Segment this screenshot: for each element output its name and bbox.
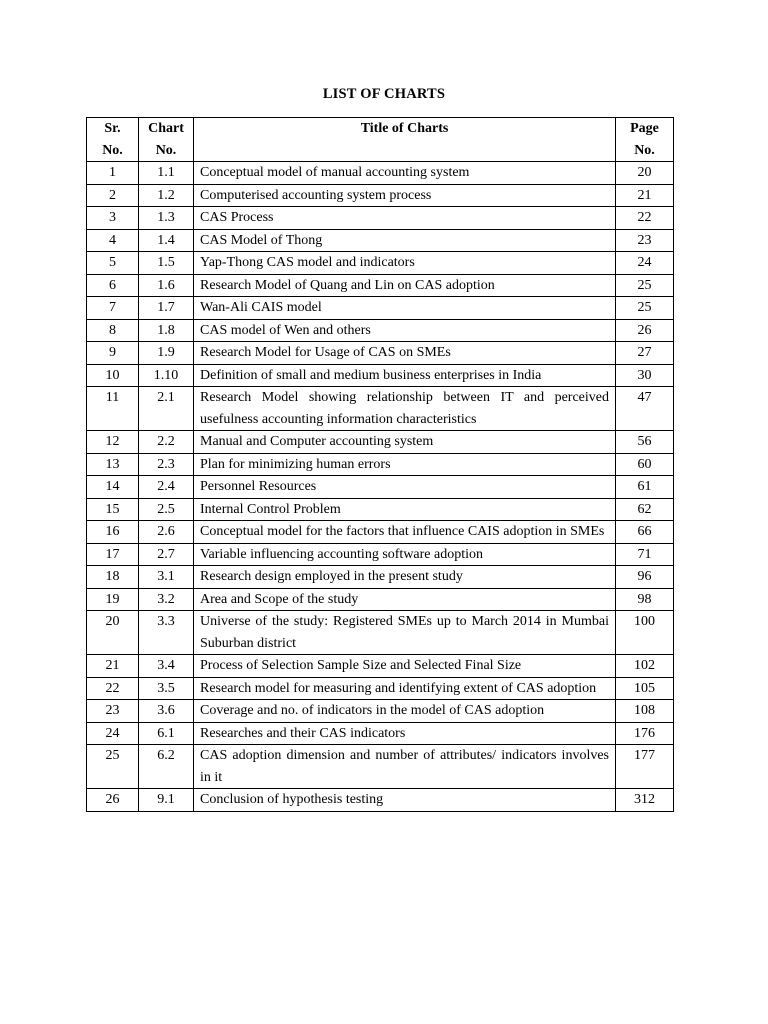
cell-page-no: 24 — [616, 252, 674, 275]
cell-chart-title: Definition of small and medium business enterprises in India — [194, 364, 616, 387]
cell-sr-no: 24 — [87, 722, 139, 745]
cell-page-no: 22 — [616, 207, 674, 230]
cell-page-no: 25 — [616, 274, 674, 297]
cell-page-no: 177 — [616, 745, 674, 789]
cell-page-no: 71 — [616, 543, 674, 566]
cell-sr-no: 14 — [87, 476, 139, 499]
cell-sr-no: 5 — [87, 252, 139, 275]
cell-chart-title: Yap-Thong CAS model and indicators — [194, 252, 616, 275]
cell-sr-no: 17 — [87, 543, 139, 566]
cell-sr-no: 13 — [87, 453, 139, 476]
table-row — [87, 453, 674, 476]
cell-page-no: 60 — [616, 453, 674, 476]
cell-chart-title: CAS Process — [194, 207, 616, 230]
cell-chart-title: Conceptual model of manual accounting system — [194, 162, 616, 185]
cell-sr-no: 25 — [87, 745, 139, 789]
table-row — [87, 566, 674, 589]
cell-chart-title: Conclusion of hypothesis testing — [194, 789, 616, 812]
cell-chart-title: CAS adoption dimension and number of attributes/ indicators involves in it — [194, 745, 616, 789]
cell-sr-no: 21 — [87, 655, 139, 678]
cell-sr-no: 6 — [87, 274, 139, 297]
cell-page-no: 25 — [616, 297, 674, 320]
cell-chart-no: 2.6 — [139, 521, 194, 544]
header-chart-no: Chart No. — [139, 118, 194, 162]
cell-sr-no: 3 — [87, 207, 139, 230]
table-row — [87, 655, 674, 678]
table-row — [87, 722, 674, 745]
cell-chart-title: Manual and Computer accounting system — [194, 431, 616, 454]
cell-chart-title: Computerised accounting system process — [194, 184, 616, 207]
cell-page-no: 56 — [616, 431, 674, 454]
table-row — [87, 252, 674, 275]
table-row — [87, 387, 674, 431]
cell-sr-no: 2 — [87, 184, 139, 207]
cell-page-no: 21 — [616, 184, 674, 207]
cell-chart-title: Internal Control Problem — [194, 498, 616, 521]
cell-sr-no: 18 — [87, 566, 139, 589]
table-row — [87, 274, 674, 297]
cell-sr-no: 11 — [87, 387, 139, 431]
cell-page-no: 62 — [616, 498, 674, 521]
table-row — [87, 588, 674, 611]
cell-chart-title: Research design employed in the present study — [194, 566, 616, 589]
table-row — [87, 476, 674, 499]
table-row — [87, 677, 674, 700]
cell-sr-no: 7 — [87, 297, 139, 320]
cell-sr-no: 19 — [87, 588, 139, 611]
cell-chart-title: Research Model of Quang and Lin on CAS adoption — [194, 274, 616, 297]
table-row — [87, 498, 674, 521]
cell-page-no: 312 — [616, 789, 674, 812]
cell-chart-title: Wan-Ali CAIS model — [194, 297, 616, 320]
table-row — [87, 207, 674, 230]
cell-chart-title: Research Model for Usage of CAS on SMEs — [194, 342, 616, 365]
cell-page-no: 20 — [616, 162, 674, 185]
cell-page-no: 27 — [616, 342, 674, 365]
cell-chart-no: 1.3 — [139, 207, 194, 230]
cell-page-no: 102 — [616, 655, 674, 678]
cell-sr-no: 10 — [87, 364, 139, 387]
cell-chart-no: 1.2 — [139, 184, 194, 207]
cell-sr-no: 1 — [87, 162, 139, 185]
cell-sr-no: 23 — [87, 700, 139, 723]
table-row — [87, 611, 674, 655]
table-row — [87, 700, 674, 723]
table-row — [87, 229, 674, 252]
cell-page-no: 61 — [616, 476, 674, 499]
cell-chart-title: Research Model showing relationship between IT and perceived usefulness accounting information characteristics — [194, 387, 616, 431]
cell-chart-no: 3.1 — [139, 566, 194, 589]
cell-chart-no: 1.8 — [139, 319, 194, 342]
table-row — [87, 162, 674, 185]
cell-chart-title: CAS Model of Thong — [194, 229, 616, 252]
table-row — [87, 319, 674, 342]
cell-chart-no: 2.1 — [139, 387, 194, 431]
header-title-of-charts: Title of Charts — [194, 118, 616, 162]
table-row — [87, 297, 674, 320]
cell-page-no: 100 — [616, 611, 674, 655]
cell-chart-no: 1.9 — [139, 342, 194, 365]
cell-chart-no: 1.1 — [139, 162, 194, 185]
cell-page-no: 98 — [616, 588, 674, 611]
cell-chart-no: 2.3 — [139, 453, 194, 476]
cell-page-no: 26 — [616, 319, 674, 342]
cell-sr-no: 4 — [87, 229, 139, 252]
table-row — [87, 342, 674, 365]
cell-chart-title: Conceptual model for the factors that influence CAIS adoption in SMEs — [194, 521, 616, 544]
table-row — [87, 789, 674, 812]
table-row — [87, 543, 674, 566]
cell-page-no: 96 — [616, 566, 674, 589]
table-row — [87, 521, 674, 544]
cell-sr-no: 15 — [87, 498, 139, 521]
cell-page-no: 176 — [616, 722, 674, 745]
table-header-row — [87, 118, 674, 162]
cell-chart-no: 2.7 — [139, 543, 194, 566]
table-body — [87, 162, 674, 812]
cell-page-no: 66 — [616, 521, 674, 544]
cell-chart-no: 1.5 — [139, 252, 194, 275]
cell-chart-no: 3.5 — [139, 677, 194, 700]
cell-chart-no: 6.1 — [139, 722, 194, 745]
cell-chart-no: 6.2 — [139, 745, 194, 789]
table-row — [87, 431, 674, 454]
cell-chart-no: 1.10 — [139, 364, 194, 387]
cell-sr-no: 22 — [87, 677, 139, 700]
cell-chart-no: 2.2 — [139, 431, 194, 454]
cell-chart-title: Coverage and no. of indicators in the model of CAS adoption — [194, 700, 616, 723]
table-row — [87, 364, 674, 387]
cell-chart-no: 1.6 — [139, 274, 194, 297]
cell-chart-title: Variable influencing accounting software adoption — [194, 543, 616, 566]
cell-chart-title: Researches and their CAS indicators — [194, 722, 616, 745]
cell-page-no: 23 — [616, 229, 674, 252]
table-row — [87, 184, 674, 207]
cell-chart-no: 3.6 — [139, 700, 194, 723]
cell-page-no: 105 — [616, 677, 674, 700]
cell-page-no: 47 — [616, 387, 674, 431]
cell-chart-title: Area and Scope of the study — [194, 588, 616, 611]
cell-chart-no: 3.4 — [139, 655, 194, 678]
cell-sr-no: 26 — [87, 789, 139, 812]
page-title: LIST OF CHARTS — [322, 86, 446, 102]
table-row — [87, 745, 674, 789]
cell-sr-no: 8 — [87, 319, 139, 342]
cell-chart-no: 1.7 — [139, 297, 194, 320]
cell-chart-title: Plan for minimizing human errors — [194, 453, 616, 476]
header-page-no: Page No. — [616, 118, 674, 162]
cell-chart-no: 3.3 — [139, 611, 194, 655]
cell-chart-no: 2.4 — [139, 476, 194, 499]
cell-chart-title: Personnel Resources — [194, 476, 616, 499]
cell-chart-no: 2.5 — [139, 498, 194, 521]
cell-sr-no: 20 — [87, 611, 139, 655]
cell-chart-no: 3.2 — [139, 588, 194, 611]
cell-chart-no: 9.1 — [139, 789, 194, 812]
cell-chart-no: 1.4 — [139, 229, 194, 252]
cell-sr-no: 12 — [87, 431, 139, 454]
cell-chart-title: Research model for measuring and identifying extent of CAS adoption — [194, 677, 616, 700]
cell-page-no: 30 — [616, 364, 674, 387]
cell-chart-title: Process of Selection Sample Size and Selected Final Size — [194, 655, 616, 678]
cell-chart-title: Universe of the study: Registered SMEs up to March 2014 in Mumbai Suburban district — [194, 611, 616, 655]
charts-table — [86, 117, 674, 812]
cell-chart-title: CAS model of Wen and others — [194, 319, 616, 342]
cell-sr-no: 9 — [87, 342, 139, 365]
header-sr-no: Sr. No. — [87, 118, 139, 162]
cell-page-no: 108 — [616, 700, 674, 723]
cell-sr-no: 16 — [87, 521, 139, 544]
